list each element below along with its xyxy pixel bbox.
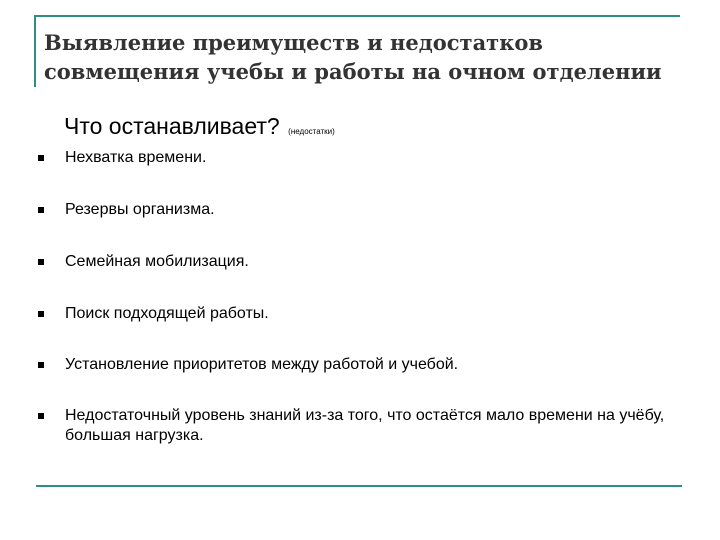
bullet-text: Поиск подходящей работы. — [65, 305, 269, 322]
square-bullet-icon — [38, 413, 44, 419]
bullet-item — [38, 304, 688, 324]
square-bullet-icon — [38, 259, 44, 265]
slide-title: Выявление преимуществ и недостатков совмещения учебы и работы на очном отделении — [44, 30, 662, 84]
square-bullet-icon — [38, 207, 44, 213]
bullet-item — [38, 252, 688, 272]
bullet-text: Семейная мобилизация. — [65, 253, 249, 270]
subtitle-note: (недостатки) — [288, 127, 335, 136]
bullet-text: Резервы организма. — [65, 201, 215, 218]
bullet-text: Недостаточный уровень знаний из-за того, что остаётся мало времени на учёбу, большая нагрузка. — [65, 407, 665, 444]
square-bullet-icon — [38, 155, 44, 161]
bullet-text: Установление приоритетов между работой и учебой. — [65, 356, 459, 373]
bullet-item — [38, 355, 688, 375]
frame-left-line — [34, 15, 36, 87]
bullet-item — [38, 406, 688, 446]
frame-bottom-line — [36, 485, 682, 487]
subtitle-row — [64, 113, 335, 140]
bullet-item — [38, 200, 688, 220]
square-bullet-icon — [38, 311, 44, 317]
square-bullet-icon — [38, 362, 44, 368]
subtitle: Что останавливает? — [64, 113, 280, 139]
bullet-text: Нехватка времени. — [65, 149, 207, 166]
bullet-item — [38, 148, 688, 168]
frame-top-line — [34, 15, 680, 17]
